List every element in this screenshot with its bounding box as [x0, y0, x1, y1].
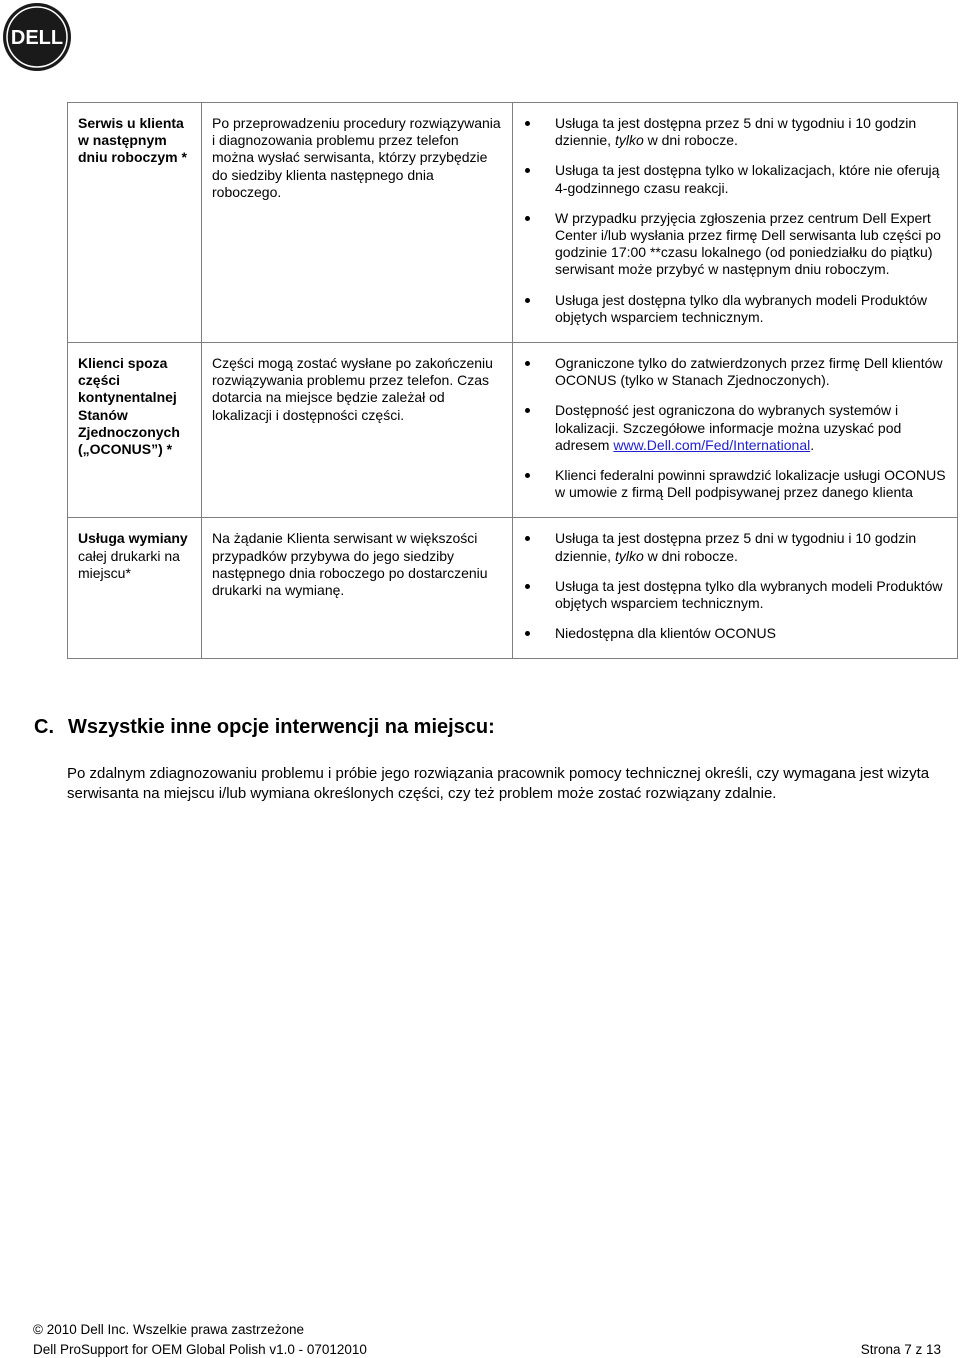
list-item: Niedostępna dla klientów OCONUS — [523, 625, 949, 642]
section-body: Po zdalnym zdiagnozowaniu problemu i próbie jego rozwiązania pracownik pomocy technicznej określi, czy wymagana jest wizyta serwisanta na miejscu i/lub wymiana określonych części, czy też problem może zostać rozwiązany zdalnie. — [67, 765, 930, 802]
footer-document-id: Dell ProSupport for OEM Global Polish v1.0 - 07012010 — [33, 1342, 367, 1357]
service-description-cell: Na żądanie Klienta serwisant w większości przypadków przybywa do jego siedziby następnego dnia roboczego po dostarczeniu drukarki na wymianę. — [202, 518, 513, 659]
table-row — [68, 343, 958, 518]
service-name-cell: Serwis u klienta w następnym dniu roboczym * — [68, 103, 202, 343]
footer-page-number: Strona 7 z 13 — [860, 1342, 941, 1357]
service-options-table — [67, 102, 958, 659]
dell-logo-text: DELL — [10, 27, 64, 49]
list-item: Usługa ta jest dostępna tylko w lokalizacjach, które nie oferują 4-godzinnego czasu reakcji. — [523, 162, 949, 196]
footer — [33, 1342, 941, 1357]
service-conditions-cell — [513, 343, 958, 518]
list-item: Usługa ta jest dostępna tylko dla wybranych modeli Produktów objętych wsparciem technicznym. — [523, 578, 949, 612]
list-item: Klienci federalni powinni sprawdzić lokalizacje usługi OCONUS w umowie z firmą Dell podpisywanej przez danego klienta — [523, 467, 949, 501]
dell-fed-international-link[interactable]: www.Dell.com/Fed/International — [613, 436, 811, 453]
service-conditions-cell — [513, 103, 958, 343]
list-item: Dostępność jest ograniczona do wybranych systemów i lokalizacji. Szczegółowe informacje można uzyskać pod adresem www.Dell.com/Fed/International. — [523, 402, 949, 454]
list-item: Usługa ta jest dostępna przez 5 dni w tygodniu i 10 godzin dziennie, tylko w dni robocze. — [523, 115, 949, 149]
section-title: Wszystkie inne opcje interwencji na miejscu: — [68, 716, 495, 738]
section-letter: C. — [34, 716, 54, 738]
conditions-list — [523, 115, 949, 326]
service-name-cell: Klienci spoza części kontynentalnej Stanów Zjednoczonych („OCONUS”) * — [68, 343, 202, 518]
conditions-list — [523, 530, 949, 642]
service-name-cell: Usługa wymiany całej drukarki na miejscu* — [68, 518, 202, 659]
section-heading — [34, 716, 495, 739]
service-description-cell: Części mogą zostać wysłane po zakończeniu rozwiązywania problemu przez telefon. Czas dotarcia na miejsce będzie zależał od lokalizacji i dostępności części. — [202, 343, 513, 518]
footer-copyright: © 2010 Dell Inc. Wszelkie prawa zastrzeżone — [33, 1322, 305, 1337]
list-item: Usługa jest dostępna tylko dla wybranych modeli Produktów objętych wsparciem technicznym. — [523, 292, 949, 326]
table-row — [68, 518, 958, 659]
list-item: Usługa ta jest dostępna przez 5 dni w tygodniu i 10 godzin dziennie, tylko w dni robocze. — [523, 530, 949, 564]
service-conditions-cell — [513, 518, 958, 659]
list-item: Ograniczone tylko do zatwierdzonych przez firmę Dell klientów OCONUS (tylko w Stanach Zjednoczonych). — [523, 355, 949, 389]
list-item: W przypadku przyjęcia zgłoszenia przez centrum Dell Expert Center i/lub wysłania przez firmę Dell serwisanta lub części po godzinie 17:00 **czasu lokalnego (od poniedziałku do piątku) serwisant może przybyć w następnym dniu roboczym. — [523, 210, 949, 279]
table-row — [68, 103, 958, 343]
dell-logo — [2, 2, 72, 72]
conditions-list — [523, 355, 949, 501]
service-description-cell: Po przeprowadzeniu procedury rozwiązywania i diagnozowania problemu przez telefon można wysłać serwisanta, którzy przybędzie do siedziby klienta następnego dnia roboczego. — [202, 103, 513, 343]
